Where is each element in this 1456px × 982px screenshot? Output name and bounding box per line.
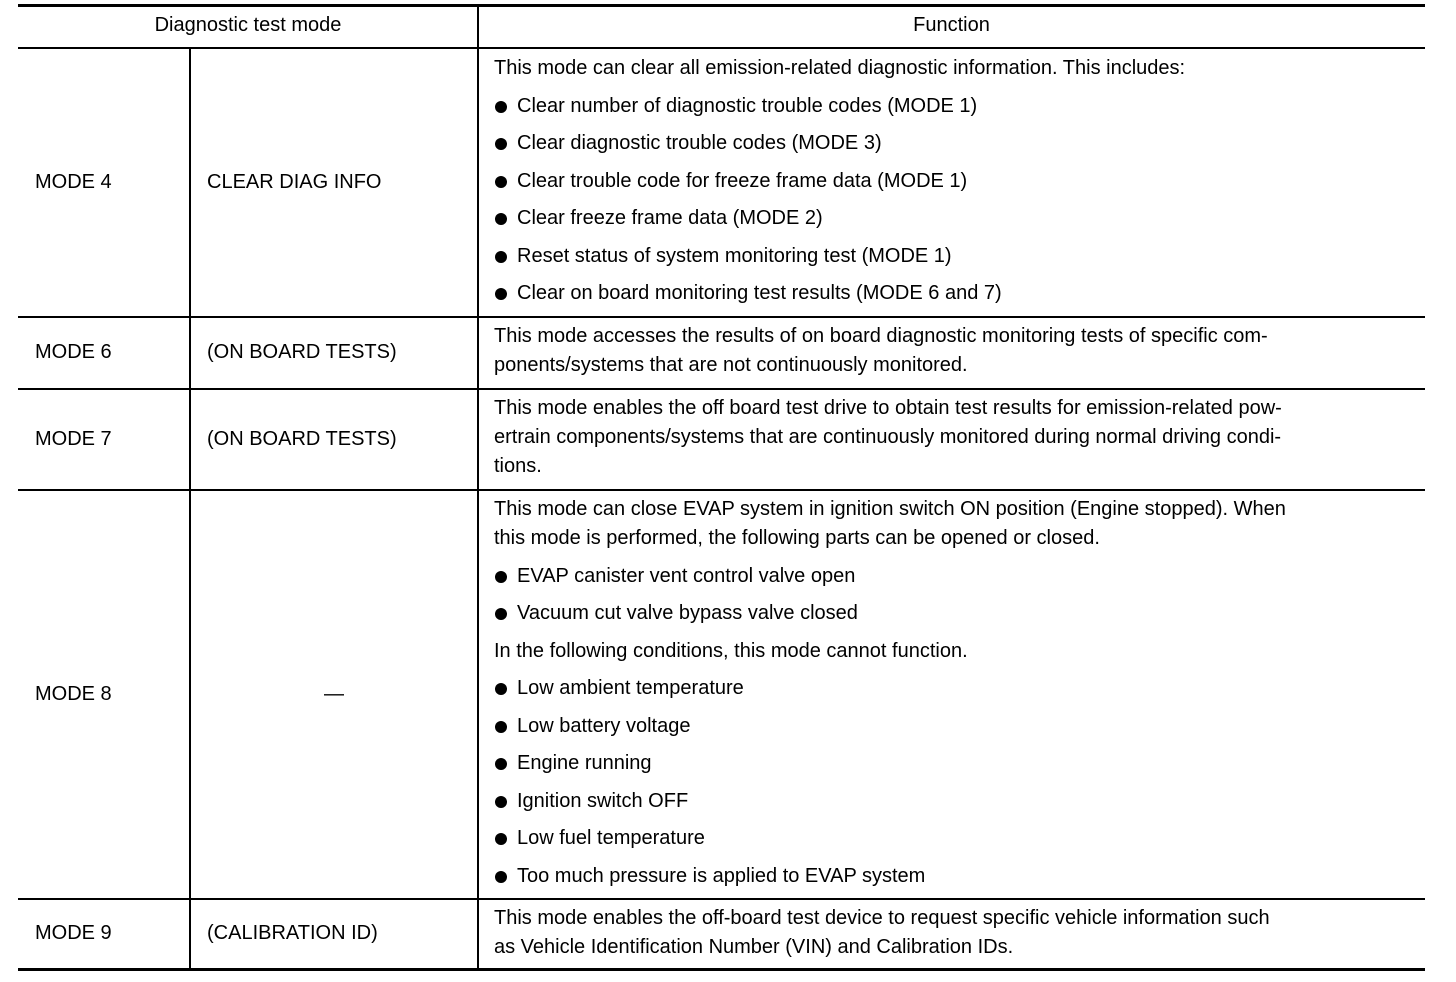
text-line: Clear trouble code for freeze frame data (MODE 1) <box>517 169 968 192</box>
bullet-item <box>494 599 1424 628</box>
text-line: Too much pressure is applied to EVAP system <box>517 864 926 887</box>
table-bottom-border <box>18 968 1425 971</box>
bullet-icon <box>495 101 507 113</box>
table-row-mode-4 <box>18 49 1425 316</box>
mode-number: MODE 8 <box>35 682 112 705</box>
function-paragraph <box>494 322 1424 380</box>
text-line: Low battery voltage <box>517 714 691 737</box>
text-line: Vacuum cut valve bypass valve closed <box>517 602 858 624</box>
text-line: this mode is performed, the following parts can be opened or closed. <box>494 527 1100 549</box>
function-paragraph <box>494 637 1424 666</box>
text-line: ertrain components/systems that are continuously monitored during normal driving condi- <box>494 426 1282 448</box>
bullet-item <box>494 279 1424 308</box>
function-description <box>494 904 1424 971</box>
text-line: Engine running <box>517 752 652 774</box>
mode-number: MODE 4 <box>35 171 112 193</box>
text-line: This mode can clear all emission-related diagnostic information. This includes: <box>494 57 1186 79</box>
bullet-item <box>494 167 1424 196</box>
text-line: as Vehicle Identification Number (VIN) and Calibration IDs. <box>494 936 1014 958</box>
text-line: tions. <box>494 455 542 477</box>
bullet-item <box>494 749 1424 778</box>
mode-number: MODE 6 <box>35 341 112 363</box>
text-line: Clear diagnostic trouble codes (MODE 3) <box>517 132 882 154</box>
bullet-icon <box>495 721 507 733</box>
text-line: This mode enables the off-board test device to request specific vehicle information such <box>494 907 1270 929</box>
bullet-item <box>494 824 1424 853</box>
text-line: Low ambient temperature <box>517 677 744 699</box>
bullet-item <box>494 562 1424 591</box>
bullet-item <box>494 674 1424 703</box>
table-row-mode-7 <box>18 389 1425 489</box>
bullet-icon <box>495 138 507 150</box>
text-line: Low fuel temperature <box>517 827 705 849</box>
mode-number: MODE 7 <box>35 427 112 450</box>
bullet-item <box>494 242 1424 271</box>
text-line: Clear freeze frame data (MODE 2) <box>517 207 823 229</box>
function-description <box>494 495 1424 899</box>
function-description <box>494 54 1424 317</box>
header-function: Function <box>913 14 990 36</box>
mode-name: CLEAR DIAG INFO <box>207 171 382 193</box>
bullet-icon <box>495 833 507 845</box>
bullet-icon <box>495 176 507 188</box>
mode-number: MODE 9 <box>35 922 112 944</box>
bullet-item <box>494 787 1424 816</box>
bullet-icon <box>495 683 507 695</box>
bullet-item <box>494 862 1424 891</box>
text-line: In the following conditions, this mode cannot function. <box>494 639 968 662</box>
mode-name: (ON BOARD TESTS) <box>207 427 397 450</box>
text-line: This mode can close EVAP system in ignition switch ON position (Engine stopped). When <box>494 498 1286 520</box>
mode-name: (CALIBRATION ID) <box>207 922 378 944</box>
bullet-icon <box>495 608 507 620</box>
text-line: Reset status of system monitoring test (MODE 1) <box>517 244 952 267</box>
text-line: This mode enables the off board test drive to obtain test results for emission-related pow- <box>494 397 1282 419</box>
text-line: Clear number of diagnostic trouble codes (MODE 1) <box>517 94 978 117</box>
bullet-icon <box>495 251 507 263</box>
bullet-icon <box>495 288 507 300</box>
function-paragraph <box>494 904 1424 962</box>
bullet-item <box>494 204 1424 233</box>
header-diagnostic-test-mode: Diagnostic test mode <box>154 14 342 36</box>
text-line: Ignition switch OFF <box>517 789 689 812</box>
function-paragraph <box>494 495 1424 553</box>
bullet-icon <box>495 796 507 808</box>
mode-name: (ON BOARD TESTS) <box>207 341 397 363</box>
bullet-item <box>494 712 1424 741</box>
bullet-icon <box>495 213 507 225</box>
bullet-item <box>494 129 1424 158</box>
function-description <box>494 394 1424 490</box>
table-row-mode-8 <box>18 490 1425 898</box>
function-paragraph <box>494 54 1424 83</box>
text-line: Clear on board monitoring test results (MODE 6 and 7) <box>517 282 1002 304</box>
function-description <box>494 322 1424 389</box>
bullet-icon <box>495 758 507 770</box>
text-line: This mode accesses the results of on board diagnostic monitoring tests of specific com- <box>494 325 1268 347</box>
bullet-icon <box>495 871 507 883</box>
table-row-mode-9 <box>18 899 1425 968</box>
bullet-item <box>494 92 1424 121</box>
bullet-icon <box>495 571 507 583</box>
text-line: ponents/systems that are not continuously monitored. <box>494 354 968 376</box>
function-paragraph <box>494 394 1424 481</box>
table-row-mode-6 <box>18 317 1425 388</box>
text-line: EVAP canister vent control valve open <box>517 564 856 587</box>
mode-name: — <box>324 682 344 705</box>
